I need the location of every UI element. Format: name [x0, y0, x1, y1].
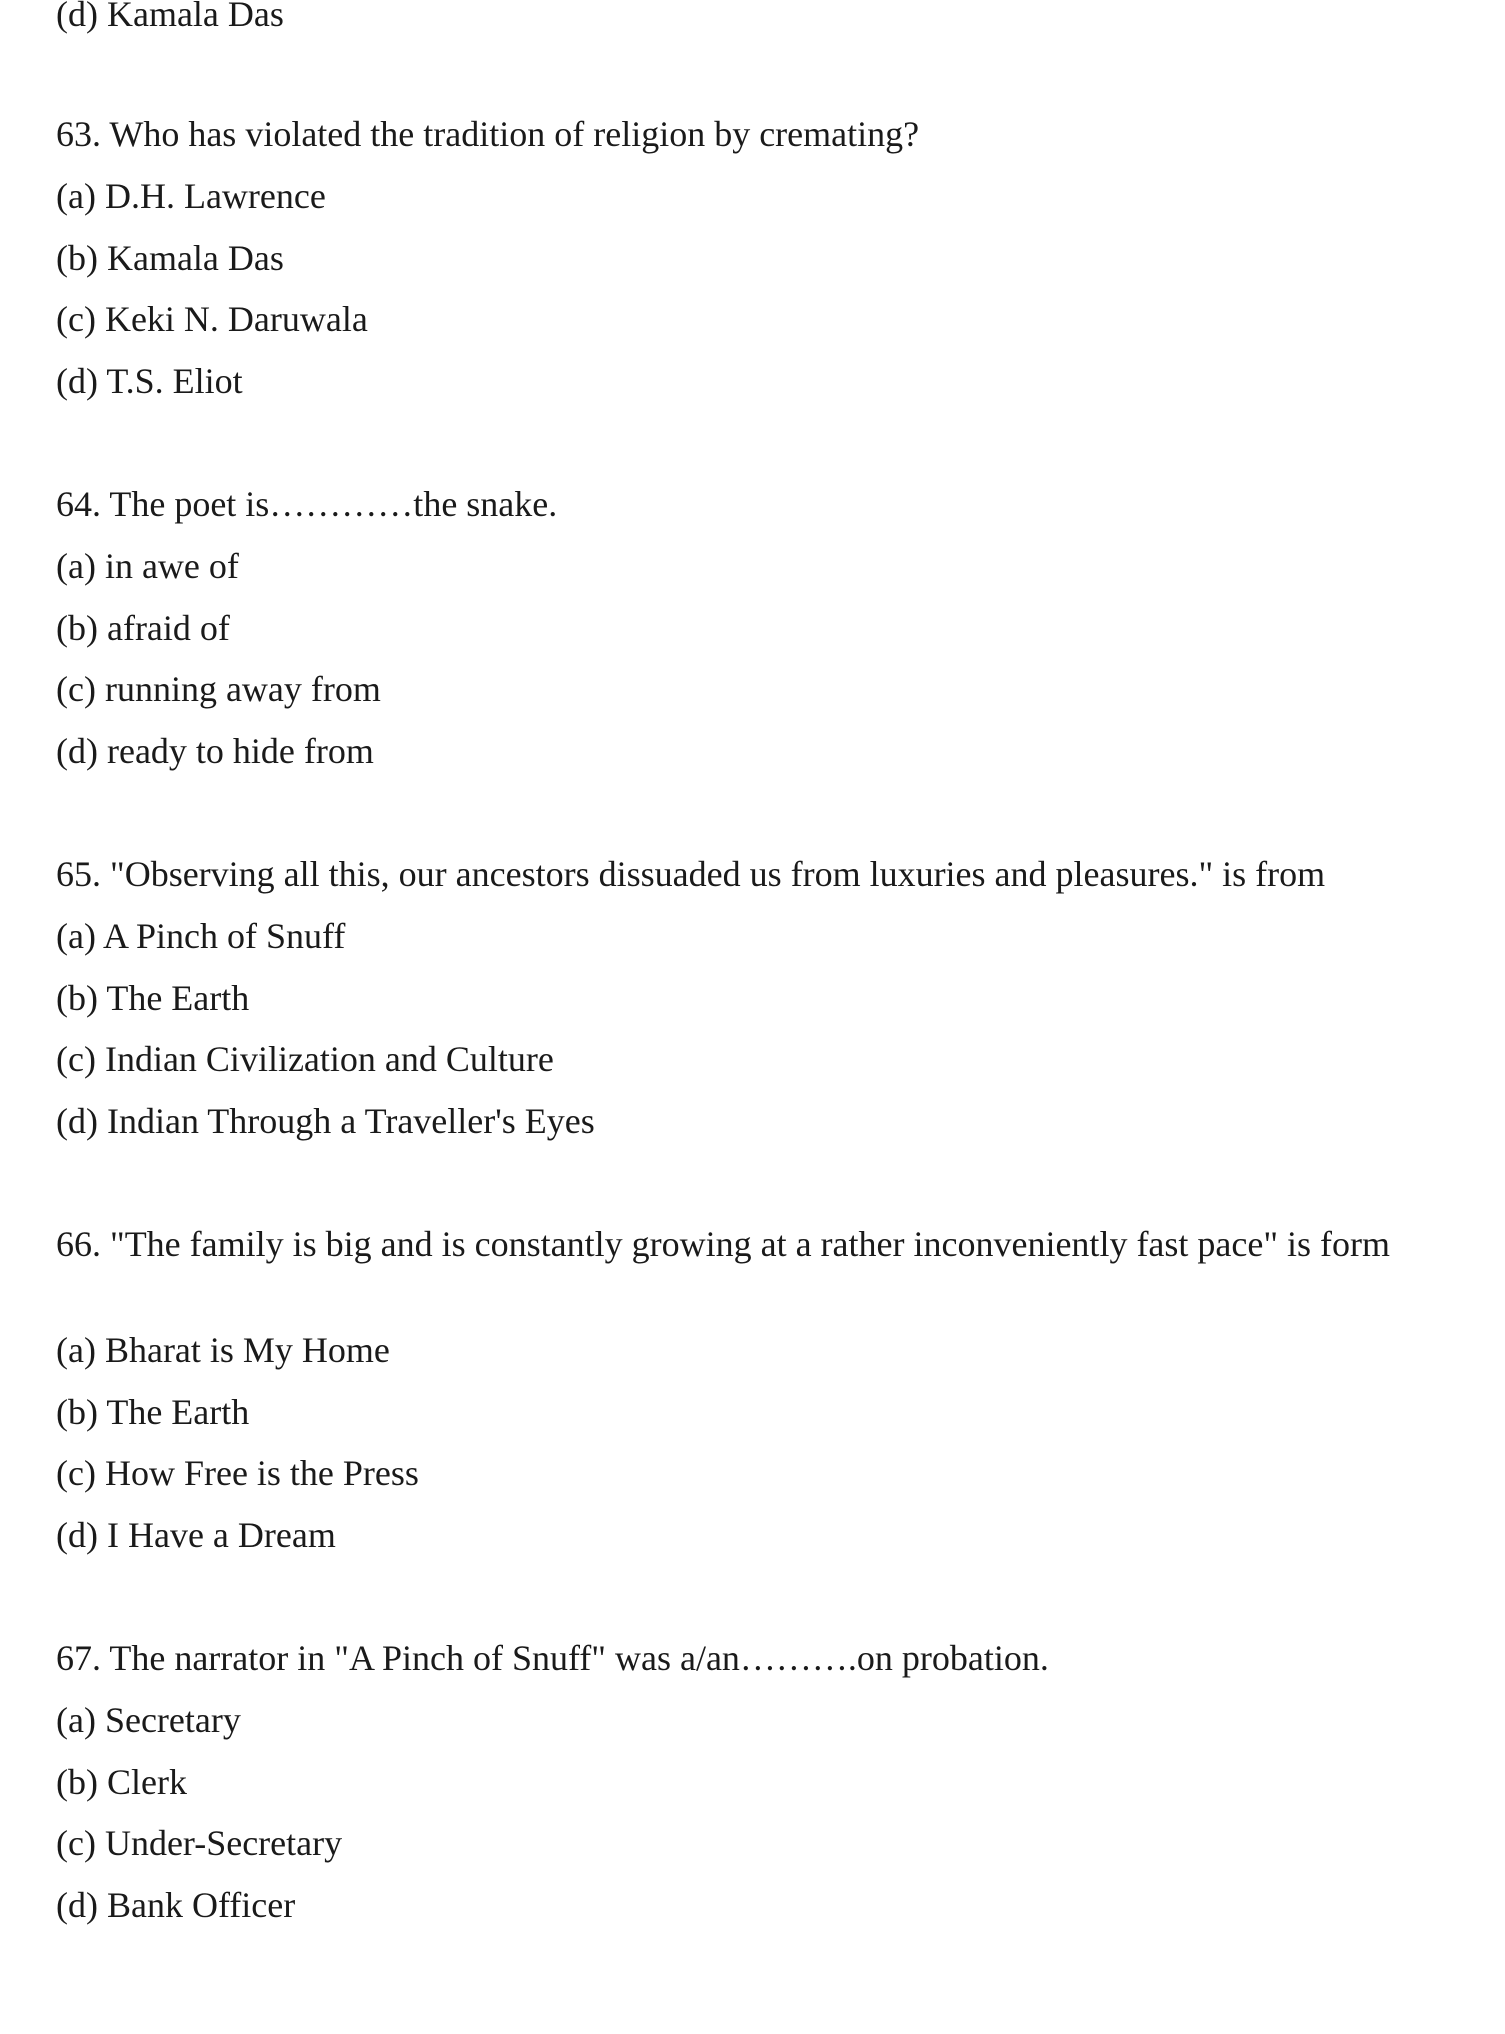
question-67-option-a: (a) Secretary — [56, 1700, 241, 1740]
question-65-option-a: (a) A Pinch of Snuff — [56, 916, 346, 956]
prev-question-option-d: (d) Kamala Das — [56, 0, 284, 34]
question-66-option-c: (c) How Free is the Press — [56, 1453, 419, 1493]
question-67-option-b: (b) Clerk — [56, 1762, 187, 1802]
question-66-option-d: (d) I Have a Dream — [56, 1515, 336, 1555]
question-64-option-c: (c) running away from — [56, 669, 381, 709]
question-67-option-d: (d) Bank Officer — [56, 1885, 296, 1925]
question-64-option-a: (a) in awe of — [56, 546, 239, 586]
question-67-text: 67. The narrator in "A Pinch of Snuff" was a/an……….on probation. — [56, 1638, 1049, 1678]
question-64-text: 64. The poet is…………the snake. — [56, 484, 558, 524]
question-66-option-b: (b) The Earth — [56, 1392, 250, 1432]
question-67-option-c: (c) Under-Secretary — [56, 1823, 343, 1863]
question-63-text: 63. Who has violated the tradition of religion by cremating? — [56, 114, 920, 154]
question-65-option-b: (b) The Earth — [56, 978, 250, 1018]
question-65-option-d: (d) Indian Through a Traveller's Eyes — [56, 1101, 595, 1141]
question-66-option-a: (a) Bharat is My Home — [56, 1330, 390, 1370]
question-63-option-a: (a) D.H. Lawrence — [56, 176, 326, 216]
question-64-option-b: (b) afraid of — [56, 608, 230, 648]
question-65-option-c: (c) Indian Civilization and Culture — [56, 1039, 554, 1079]
question-64-option-d: (d) ready to hide from — [56, 731, 374, 771]
question-65-text: 65. "Observing all this, our ancestors dissuaded us from luxuries and pleasures." is from — [56, 854, 1326, 894]
question-63-option-d: (d) T.S. Eliot — [56, 361, 243, 401]
question-63-option-b: (b) Kamala Das — [56, 238, 284, 278]
question-63-option-c: (c) Keki N. Daruwala — [56, 299, 368, 339]
question-66-text: 66. "The family is big and is constantly growing at a rather inconveniently fast pace" is form — [56, 1224, 1391, 1264]
